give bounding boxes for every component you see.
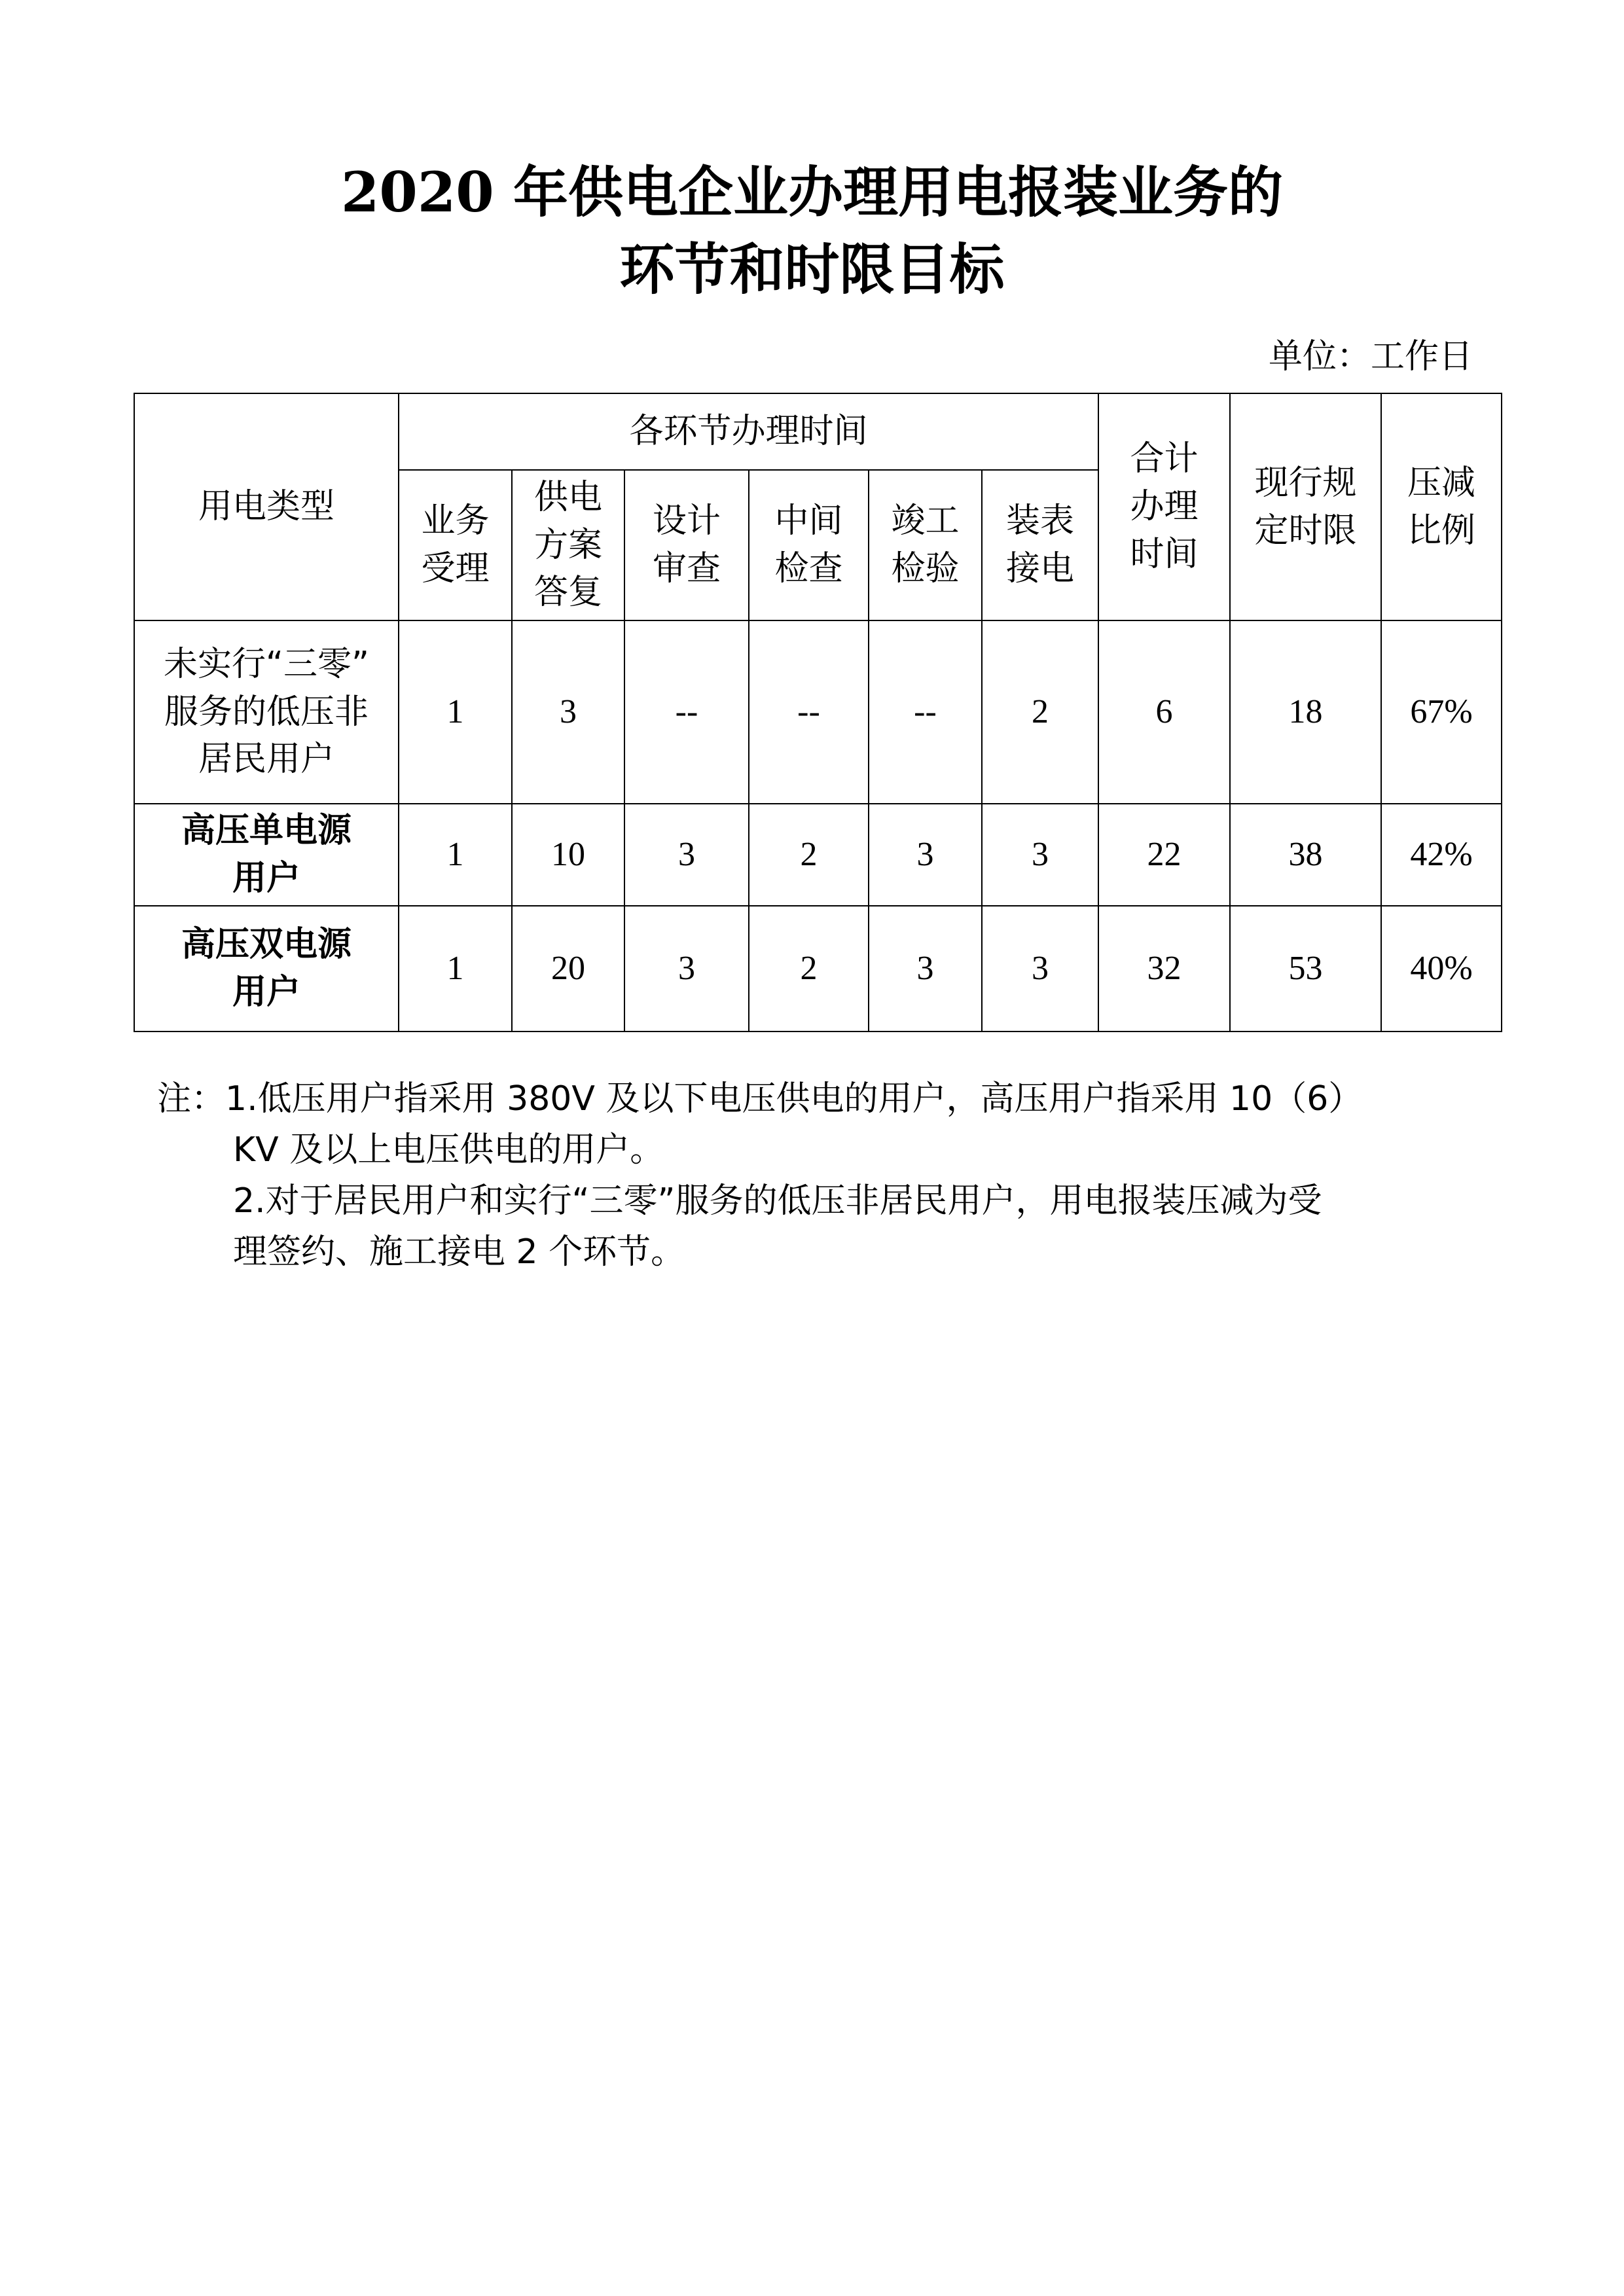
cell-plan-reply: 3 (512, 620, 624, 804)
subheader-design-review-text: 设计审查 (652, 501, 721, 588)
note-line-4: 理签约、施工接电 2 个环节。 (233, 1232, 685, 1272)
note-line-2: KV 及以上电压供电的用户。 (233, 1130, 664, 1170)
subheader-completion-inspection (869, 470, 982, 620)
cell-acceptance: 1 (399, 620, 512, 804)
cell-midterm-check: 2 (749, 804, 869, 906)
subheader-acceptance-text: 业务受理 (421, 501, 490, 588)
header-reduction-text: 压减比例 (1407, 463, 1476, 550)
subheader-meter-connection (982, 470, 1098, 620)
cell-design-review: 3 (624, 804, 749, 906)
row-label (134, 804, 399, 906)
row-label-line: 高压单电源 (181, 811, 352, 851)
cell-meter-connection: 3 (982, 906, 1098, 1031)
cell-reduction: 42% (1381, 804, 1502, 906)
row-label-line: 未实行“三零” (164, 644, 369, 684)
document-title-line-2: 环节和时限目标 (619, 237, 1005, 302)
row-label-line: 居民用户 (198, 740, 334, 780)
cell-completion-inspection: 3 (869, 906, 982, 1031)
cell-total: 22 (1098, 804, 1230, 906)
cell-design-review: -- (624, 620, 749, 804)
table-row (134, 906, 1502, 1031)
header-current-limit (1230, 393, 1381, 620)
row-label-line: 服务的低压非 (164, 692, 369, 732)
subheader-plan-reply-text: 供电方案答复 (533, 477, 602, 613)
header-reduction-ratio (1381, 393, 1502, 620)
table-row (134, 804, 1502, 906)
cell-total: 6 (1098, 620, 1230, 804)
cell-meter-connection: 3 (982, 804, 1098, 906)
cell-meter-connection: 2 (982, 620, 1098, 804)
table-row (134, 620, 1502, 804)
row-label-line: 用户 (232, 859, 300, 898)
cell-acceptance: 1 (399, 804, 512, 906)
note-line-1: 注：1.低压用户指采用 380V 及以下电压供电的用户，高压用户指采用 10（6） (157, 1079, 1363, 1119)
document-title-line-1: 2020 年供电企业办理用电报装业务的 (340, 160, 1284, 224)
cell-plan-reply: 20 (512, 906, 624, 1031)
subheader-midterm-check-text: 中间检查 (774, 501, 843, 588)
time-limit-table (134, 393, 1502, 1032)
cell-midterm-check: -- (749, 620, 869, 804)
cell-current-limit: 38 (1230, 804, 1381, 906)
cell-reduction: 67% (1381, 620, 1502, 804)
cell-current-limit: 53 (1230, 906, 1381, 1031)
notes-section (157, 1073, 1499, 1278)
header-current-limit-text: 现行规定时限 (1254, 463, 1357, 550)
note-line-3: 2.对于居民用户和实行“三零”服务的低压非居民用户，用电报装压减为受 (233, 1181, 1322, 1221)
header-total-text: 合计办理时间 (1130, 439, 1199, 574)
cell-plan-reply: 10 (512, 804, 624, 906)
subheader-design-review (624, 470, 749, 620)
cell-reduction: 40% (1381, 906, 1502, 1031)
cell-design-review: 3 (624, 906, 749, 1031)
subheader-acceptance (399, 470, 512, 620)
subheader-midterm-check (749, 470, 869, 620)
header-total-time (1098, 393, 1230, 620)
header-stage-times: 各环节办理时间 (399, 393, 1098, 470)
cell-completion-inspection: -- (869, 620, 982, 804)
row-label-line: 高压双电源 (181, 925, 352, 965)
subheader-meter-connection-text: 装表接电 (1005, 501, 1074, 588)
cell-midterm-check: 2 (749, 906, 869, 1031)
row-label (134, 620, 399, 804)
row-label (134, 906, 399, 1031)
cell-total: 32 (1098, 906, 1230, 1031)
subheader-plan-reply (512, 470, 624, 620)
cell-current-limit: 18 (1230, 620, 1381, 804)
row-label-line: 用户 (232, 973, 300, 1012)
cell-acceptance: 1 (399, 906, 512, 1031)
subheader-completion-inspection-text: 竣工检验 (891, 501, 960, 588)
cell-completion-inspection: 3 (869, 804, 982, 906)
unit-label: 单位：工作日 (1268, 337, 1473, 376)
header-electricity-type: 用电类型 (134, 393, 399, 620)
